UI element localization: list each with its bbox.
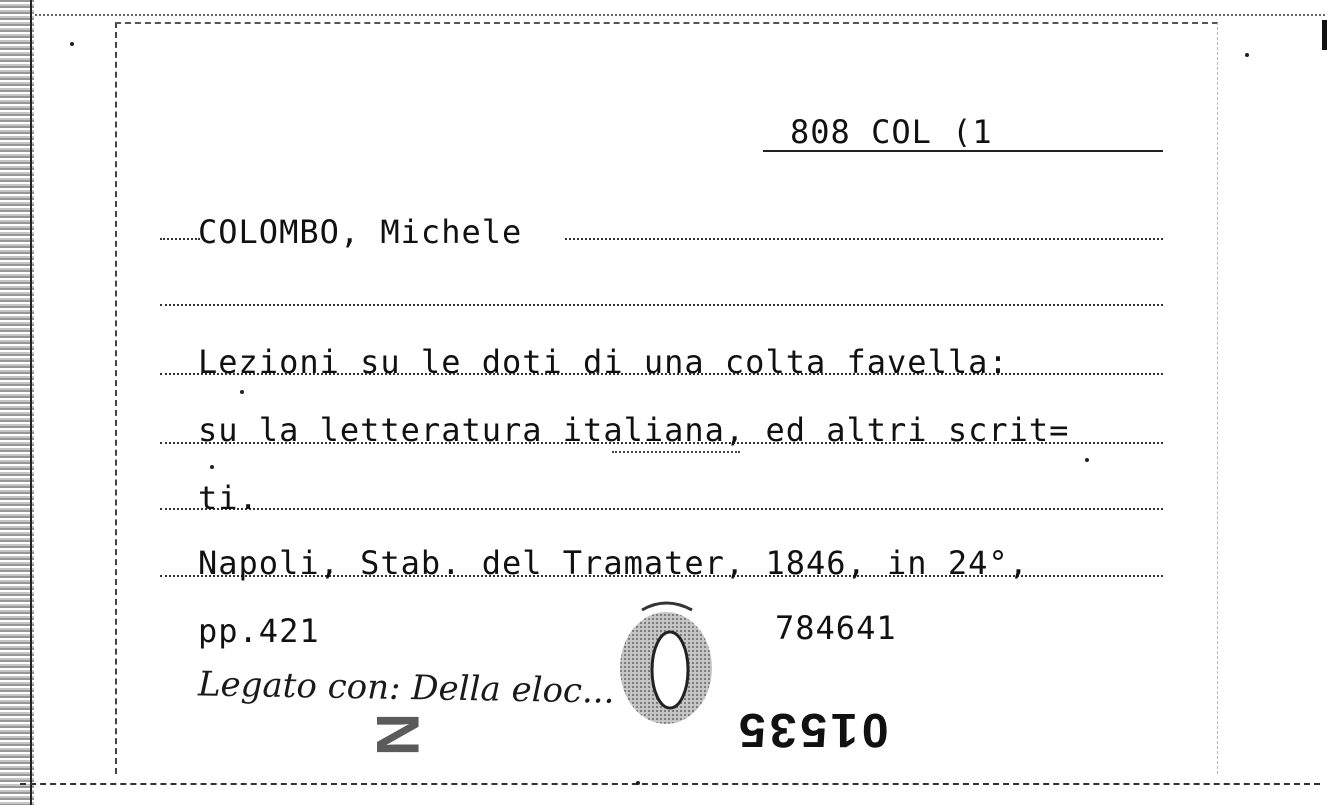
handwritten-note: Legato con: Della eloc...: [197, 664, 615, 712]
dotted-guide: [565, 238, 1163, 240]
dotted-guide: [160, 238, 200, 240]
ink-speck: [1245, 53, 1249, 57]
title-line-1: Lezioni su le doti di una colta favella:: [198, 343, 1009, 381]
title-line-3: ti.: [198, 479, 259, 517]
card-right-edge-mark: [1322, 20, 1327, 50]
card-left-edge-line: [30, 0, 32, 805]
pagination: pp.421: [198, 612, 320, 650]
word-underline: [612, 451, 740, 453]
ink-speck: [1085, 458, 1089, 462]
title-line-2: su la letteratura italiana, ed altri scrit=: [198, 411, 1070, 449]
card-left-edge-texture: [0, 0, 34, 805]
bottom-dashed-rule: [20, 783, 1320, 785]
stamped-number: 01535: [735, 703, 889, 756]
call-number: 808 COL (1: [790, 113, 993, 151]
stamp-letter: N: [364, 712, 432, 757]
dotted-guide: [160, 304, 1163, 306]
ink-speck: [210, 465, 214, 469]
ink-speck: [240, 390, 244, 394]
ink-speck: [70, 42, 74, 46]
accession-number: 784641: [775, 609, 897, 647]
ink-blot: [612, 598, 720, 726]
imprint-line: Napoli, Stab. del Tramater, 1846, in 24°,: [198, 544, 1029, 582]
top-dotted-rule: [30, 14, 1325, 16]
call-number-underline: [763, 150, 1163, 152]
ink-speck: [636, 781, 640, 785]
dotted-guide: [160, 508, 1163, 510]
author-heading: COLOMBO, Michele: [198, 213, 523, 251]
